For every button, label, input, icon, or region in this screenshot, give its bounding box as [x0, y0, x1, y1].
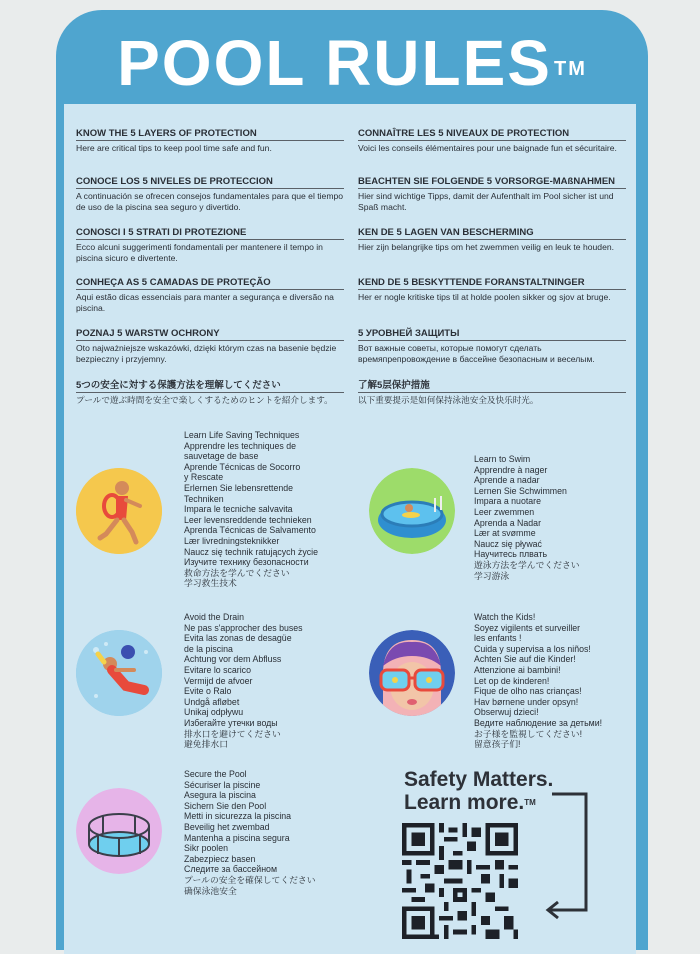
section-body: Hier sind wichtige Tipps, damit der Aufenthalt im Pool sicher ist und Spaß macht.: [358, 191, 614, 212]
section-fr: [358, 128, 626, 154]
safety-line-2: Learn more.: [404, 791, 525, 814]
section-body: Voici les conseils élémentaires pour une baignade fun et sécuritaire.: [358, 143, 617, 153]
learn-swim-tip: Learn to Swim Apprendre à nager Aprende a nadar Lernen Sie Schwimmen Impara a nuotare Leer zwemmen Aprenda a Nadar Lær at svømme Naucz się pływać Научитесь плвать 遊泳方法を学んでください 学习游泳: [474, 454, 580, 581]
section-body: プールで遊ぶ時間を安全で楽しくするためのヒントを紹介します。: [76, 395, 333, 405]
section-nl: [358, 227, 626, 253]
section-body: A continuación se ofrecen consejos fundamentales para que el tiempo de uso de la piscina sea seguro y divertido.: [76, 191, 344, 212]
section-es: [76, 176, 344, 213]
watch-kids-tip: Watch the Kids! Soyez vigilents et surveiller les enfants ! Cuida y supervisa a los niños! Achten Sie auf die Kinder! Attenzione ai bambini! Let op de kinderen! Fique de olho nas crianças! Hav børnene under opsyn! Obserwuj dzieci! Ведите наблюдение за детьми! お子様を監視してください! 留意孩子们!: [474, 612, 603, 750]
drain-icon: [76, 630, 162, 716]
page-title: [56, 28, 648, 98]
section-heading: 5 УРОВНЕЙ ЗАЩИТЫ: [358, 328, 626, 341]
section-heading: KEND DE 5 BESKYTTENDE FORANSTALTNINGER: [358, 277, 626, 290]
section-zh: [358, 377, 626, 406]
rules-panel: [64, 104, 636, 954]
section-body: Oto najważniejsze wskazówki, dzięki którym czas na basenie będzie bezpieczny i przyjemny.: [76, 343, 337, 364]
section-body: Ecco alcuni suggerimenti fondamentali per mantenere il tempo in piscina sicuro e divertente.: [76, 242, 323, 263]
watch-kids-icon: [369, 630, 455, 716]
pool-rules-board: [56, 10, 648, 950]
section-heading: KEN DE 5 LAGEN VAN BESCHERMING: [358, 227, 626, 240]
avoid-drain-tip: Avoid the Drain Ne pas s'approcher des buses Evita las zonas de desagüe de la piscina Achtung vor dem Abfluss Evitare lo scarico Vermijd de afvoer Evite o Ralo Undgå afløbet Unikaj odpływu Избегайте утечки воды 排水口を避けてください 避免排水口: [184, 612, 303, 750]
arrow-pointer-icon: [542, 792, 592, 924]
section-heading: BEACHTEN SIE FOLGENDE 5 VORSORGE-MAßNAHMEN: [358, 176, 626, 189]
section-body: Aqui estão dicas essenciais para manter a segurança e diversão na piscina.: [76, 292, 334, 313]
section-it: [76, 227, 344, 264]
qr-code[interactable]: [402, 822, 518, 940]
section-body: Hier zijn belangrijke tips om het zwemmen veilig en leuk te houden.: [358, 242, 615, 252]
secure-pool-tip: Secure the Pool Sécuriser la piscine Asegura la piscina Sichern Sie den Pool Metti in sicurezza la piscina Beveilig het zwembad Mantenha a piscina segura Sikr poolen Zabezpiecz basen Следите за бассейном プールの安全を確保してください 确保泳池安全: [184, 769, 316, 896]
section-en: [76, 128, 344, 154]
section-heading: POZNAJ 5 WARSTW OCHRONY: [76, 328, 344, 341]
section-ru: [358, 328, 626, 365]
section-heading: 5つの安全に対する保護方法を理解してください: [76, 377, 344, 393]
section-heading: CONHEÇA AS 5 CAMADAS DE PROTEÇÃO: [76, 277, 344, 290]
section-de: [358, 176, 626, 213]
section-heading: CONOCE LOS 5 NIVELES DE PROTECCION: [76, 176, 344, 189]
trademark-mark: TM: [553, 58, 587, 80]
section-heading: CONOSCI I 5 STRATI DI PROTEZIONE: [76, 227, 344, 240]
section-pl: [76, 328, 344, 365]
section-pt: [76, 277, 344, 314]
section-body: Her er nogle kritiske tips til at holde poolen sikker og sjov at bruge.: [358, 292, 611, 302]
safety-trademark: TM: [524, 798, 536, 807]
pool-swim-icon: [369, 468, 455, 554]
section-heading: KNOW THE 5 LAYERS OF PROTECTION: [76, 128, 344, 141]
title-text: POOL RULES: [117, 27, 552, 99]
life-saving-icon: [76, 468, 162, 554]
section-heading: CONNAÎTRE LES 5 NIVEAUX DE PROTECTION: [358, 128, 626, 141]
safety-matters-heading: [404, 768, 553, 814]
life-saving-tip: Learn Life Saving Techniques Apprendre les techniques de sauvetage de base Aprende Técnicas de Socorro y Rescate Erlernen Sie lebensrettende Techniken Impara le tecniche salvavita Leer levensreddende technieken Aprenda Técnicas de Salvamento Lær livredningsteknikker Naucz się technik ratujących życie Изучите технику безопасности 救命方法を学んでください 学习救生技术: [184, 430, 318, 589]
section-body: Вот важные советы, которые помогут сделать времяпрепровождение в бассейне безопасным и веселым.: [358, 343, 595, 364]
section-body: Here are critical tips to keep pool time safe and fun.: [76, 143, 272, 153]
section-body: 以下重要提示是如何保持泳池安全及快乐时光。: [358, 395, 539, 405]
section-ja: [76, 377, 344, 406]
section-da: [358, 277, 626, 303]
pool-fence-icon: [76, 788, 162, 874]
section-heading: 了解5层保护措施: [358, 377, 626, 393]
safety-line-1: Safety Matters.: [404, 768, 554, 791]
